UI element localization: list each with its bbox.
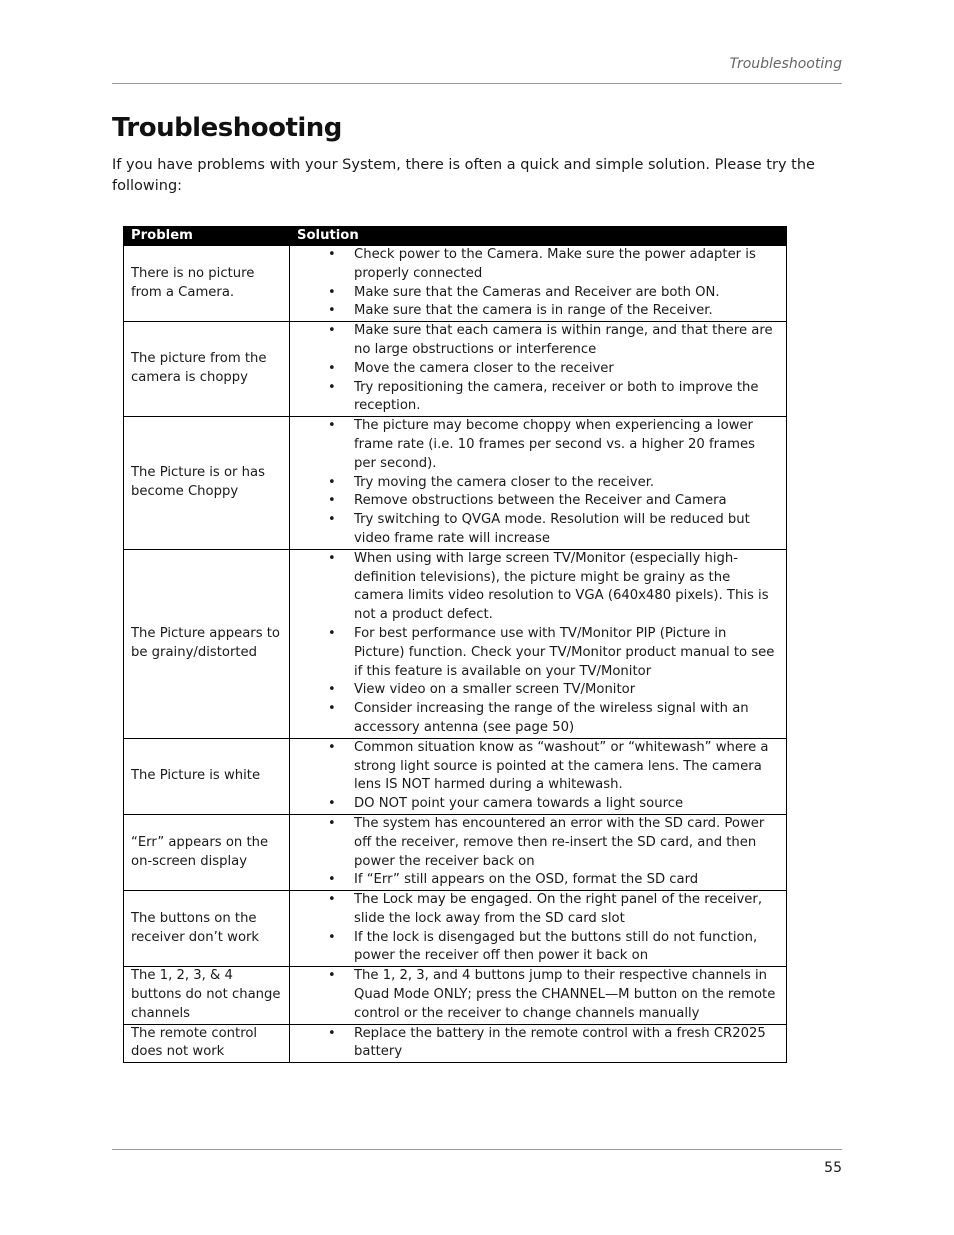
solution-item: • Make sure that the camera is in range of the Receiver. [296, 302, 778, 321]
intro-paragraph: If you have problems with your System, there is often a quick and simple solution. Please try the following: [112, 157, 815, 194]
problem-cell: The Picture is or has become Choppy [124, 417, 290, 550]
solution-cell [290, 1024, 787, 1063]
table-row [124, 549, 787, 738]
table-row [124, 967, 787, 1024]
column-header-problem: Problem [124, 227, 290, 246]
table-header-row [124, 227, 787, 246]
table-row [124, 417, 787, 550]
problem-cell: “Err” appears on the on-screen display [124, 814, 290, 890]
solution-cell [290, 967, 787, 1024]
solution-item: • Move the camera closer to the receiver [296, 360, 778, 379]
table-body [124, 246, 787, 1063]
solution-list [296, 967, 778, 1023]
problem-cell: The remote control does not work [124, 1024, 290, 1063]
solution-item: • Check power to the Camera. Make sure the power adapter is properly connected [296, 246, 778, 284]
solution-cell [290, 738, 787, 814]
table-row [124, 246, 787, 322]
solution-item: • Replace the battery in the remote control with a fresh CR2025 battery [296, 1025, 778, 1063]
footer-divider [112, 1149, 842, 1150]
solution-item: • The Lock may be engaged. On the right panel of the receiver, slide the lock away from the SD card slot [296, 891, 778, 929]
solution-list [296, 1025, 778, 1063]
solution-item: • View video on a smaller screen TV/Monitor [296, 681, 778, 700]
problem-cell: The Picture appears to be grainy/distorted [124, 549, 290, 738]
page-number: 55 [824, 1160, 842, 1176]
solution-item: • The 1, 2, 3, and 4 buttons jump to their respective channels in Quad Mode ONLY; press the CHANNEL—M button on the remote control or the receiver to change channels manually [296, 967, 778, 1023]
solution-cell [290, 246, 787, 322]
table-row [124, 738, 787, 814]
solution-item: • For best performance use with TV/Monitor PIP (Picture in Picture) function. Check your TV/Monitor product manual to see if this feature is available on your TV/Monitor [296, 625, 778, 681]
solution-item: • Remove obstructions between the Receiver and Camera [296, 492, 778, 511]
solution-list [296, 739, 778, 814]
solution-item: • Make sure that each camera is within range, and that there are no large obstructions or interference [296, 322, 778, 360]
solution-cell [290, 549, 787, 738]
running-header: Troubleshooting [729, 56, 842, 72]
solution-list [296, 891, 778, 966]
solution-item: • If the lock is disengaged but the buttons still do not function, power the receiver off then power it back on [296, 929, 778, 967]
page-title: Troubleshooting [112, 113, 342, 143]
solution-cell [290, 891, 787, 967]
problem-cell: There is no picture from a Camera. [124, 246, 290, 322]
solution-item: • Try repositioning the camera, receiver or both to improve the reception. [296, 379, 778, 417]
problem-cell: The buttons on the receiver don’t work [124, 891, 290, 967]
solution-item: • The system has encountered an error with the SD card. Power off the receiver, remove then re-insert the SD card, and then power the receiver back on [296, 815, 778, 871]
solution-item: • If “Err” still appears on the OSD, format the SD card [296, 871, 778, 890]
solution-cell [290, 417, 787, 550]
solution-list [296, 246, 778, 321]
column-header-solution: Solution [290, 227, 787, 246]
header-divider [112, 83, 842, 84]
troubleshooting-table [123, 226, 787, 1063]
problem-cell: The 1, 2, 3, & 4 buttons do not change channels [124, 967, 290, 1024]
problem-cell: The Picture is white [124, 738, 290, 814]
solution-item: • Try moving the camera closer to the receiver. [296, 474, 778, 493]
table-row [124, 1024, 787, 1063]
table-row [124, 891, 787, 967]
solution-item: • The picture may become choppy when experiencing a lower frame rate (i.e. 10 frames per second vs. a higher 20 frames per second). [296, 417, 778, 473]
solution-list [296, 815, 778, 890]
solution-item: • Common situation know as “washout” or “whitewash” where a strong light source is pointed at the camera lens. The camera lens IS NOT harmed during a whitewash. [296, 739, 778, 795]
solution-cell [290, 322, 787, 417]
solution-item: • When using with large screen TV/Monitor (especially high-definition televisions), the picture might be grainy as the camera limits video resolution to VGA (640x480 pixels). This is not a product defect. [296, 550, 778, 625]
solution-list [296, 322, 778, 416]
solution-list [296, 417, 778, 549]
solution-item: • Try switching to QVGA mode. Resolution will be reduced but video frame rate will increase [296, 511, 778, 549]
solution-item: • DO NOT point your camera towards a light source [296, 795, 778, 814]
table-row [124, 322, 787, 417]
table-row [124, 814, 787, 890]
solution-item: • Consider increasing the range of the wireless signal with an accessory antenna (see page 50) [296, 700, 778, 738]
solution-item: • Make sure that the Cameras and Receiver are both ON. [296, 284, 778, 303]
problem-cell: The picture from the camera is choppy [124, 322, 290, 417]
solution-list [296, 550, 778, 738]
solution-cell [290, 814, 787, 890]
